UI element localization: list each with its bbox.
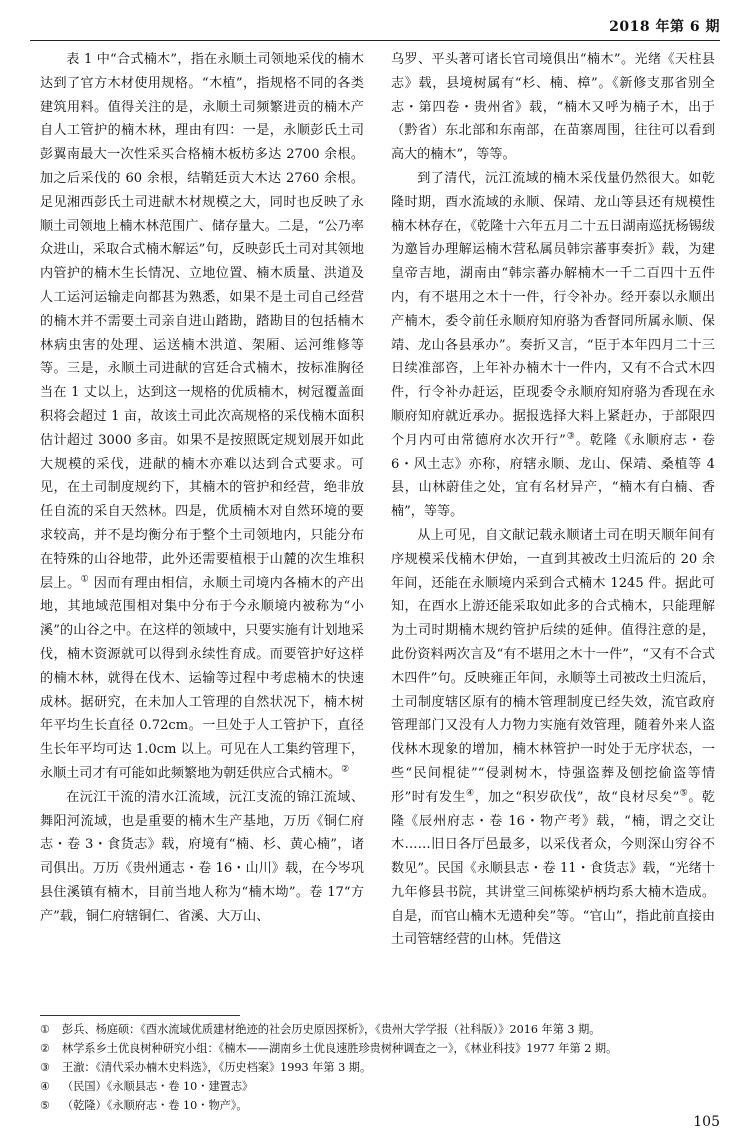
- footnote-mark: ⑤: [40, 1099, 51, 1112]
- footnote-ref[interactable]: ③: [565, 431, 576, 442]
- footnote-ref[interactable]: ①: [80, 574, 90, 585]
- footnotes: [40, 1015, 720, 1115]
- right-column: [391, 48, 715, 1005]
- footnote: [40, 1039, 720, 1058]
- footnote: [40, 1058, 720, 1077]
- footnote: [40, 1096, 720, 1115]
- footnote: [40, 1020, 720, 1039]
- paragraph-text: 。乾隆《辰州府志・卷 16・物产考》载，“楠，谓之交让木……旧日各厅邑最多，以采伐者众，今则深山穷谷不数见”。民国《永顺县志・卷 11・食货志》载，“光绪十九年修县书院，其讲堂三间栋梁栌柄均系大楠木造成。自是，而官山楠木无遗种矣”等。“官山”，指此前直接由土司管辖经营的山林。凭借这: [391, 789, 715, 948]
- footnote-text: 林学系乡土优良树种研究小组：《楠木——湖南乡土优良速胜珍贵树种调查之一》，《林业科技》1977 年第 2 期。: [62, 1042, 618, 1055]
- paragraph: 在沅江干流的清水江流域，沅江支流的锦江流域、舞阳河流域，也是重要的楠木生产基地，万历《铜仁府志・卷 3・食货志》载，府境有“楠、杉、黄心楠”，诸司俱出。万历《贵州通志・卷 16・山川》载，在今岑巩县住溪镇有楠木，目前当地人称为“楠木坳”。卷 17“方产”载，铜仁府辖铜仁、省溪、大万山、: [40, 789, 364, 924]
- footnote: [40, 1077, 720, 1096]
- paragraph: [391, 524, 715, 952]
- page-number: 105: [693, 1114, 720, 1130]
- footnote-ref[interactable]: ④: [466, 788, 475, 799]
- journal-issue: 2018 年第 6 期: [609, 19, 720, 35]
- paragraph-text: 因而有理由相信，永顺土司境内各楠木的产出地，其地域范围相对集中分布于今永顺境内被称为“小溪”的山谷之中。在这样的领域中，只要实施有计划地采伐，楠木资源就可以得到永续性育成。而要管护好这样的楠木林，就得在伐木、运输等过程中考虑楠木的快速成林。据研究，在未加人工管理的自然状况下，楠木树年平均生长直径 0.72cm。一旦处于人工管护下，直径生长年平均可达 1.0cm 以上。可见在人工集约管理下，永顺土司才有可能如此频繁地为朝廷供应合式楠木。: [40, 575, 364, 781]
- footnote-text: 王澈：《清代采办楠木史料选》，《历史档案》1993 年第 3 期。: [62, 1061, 372, 1074]
- footnote-ref[interactable]: ⑤: [679, 788, 689, 799]
- left-column: [40, 48, 364, 1005]
- body-columns: [40, 48, 715, 1005]
- paragraph: 乌罗、平头著可诸长官司境俱出“楠木”。光绪《天柱县志》载，县境树属有“杉、楠、樟”。《新修支那省别全志・第四卷・贵州省》载，“楠木又呼为楠子木，出于（黔省）东北部和东南部，在苗寨周围，往往可以看到高大的楠木”，等等。: [391, 52, 715, 163]
- paragraph-text: 到了清代，沅江流域的楠木采伐量仍然很大。如乾隆时期，酉水流域的永顺、保靖、龙山等县还有规模性楠木林存在，《乾隆十六年五月二十五日湖南巡抚杨锡绂为邀旨办理解运楠木营私属员韩宗蕃事奏折》载，为建皇帝吉地，湖南由“韩宗蕃办解楠木一千二百四十五件内，有不堪用之木十一件，行令补办。经开泰以永顺出产楠木，委令前任永顺府知府骆为香督同所属永顺、保靖、龙山各县承办”。奏折又言，“臣于本年四月二十三日续准部咨，上年补办楠木十一件内，又有不合式木四件，行令补办赶运，臣现委令永顺府知府骆为香现在永顺府知府就近承办。据报选择大料上紧赶办，于部限四个月内可由常德府水次开行”: [391, 170, 715, 448]
- header-rule: [30, 40, 720, 41]
- footnote-mark: ①: [40, 1023, 51, 1036]
- paragraph: [391, 167, 715, 524]
- footnote-mark: ②: [40, 1042, 51, 1055]
- footnote-mark: ③: [40, 1061, 51, 1074]
- footnote-text: 彭兵、杨庭硕：《酉水流域优质建材绝迹的社会历史原因探析》，《贵州大学学报（社科版）》2016 年第 3 期。: [62, 1023, 601, 1036]
- paragraph-text: 表 1 中“合式楠木”，指在永顺土司领地采伐的楠木达到了官方木材使用规格。“木植”，指规格不同的各类建筑用料。值得关注的是，永顺土司频繁进贡的楠木产自人工管护的楠木林，理由有四：一是，永顺彭氏土司彭翼南最大一次性采买合格楠木板枋多达 2700 余根。加之后采伐的 60 余根，结鞘廷贡大木达 2760 余根。足见湘西彭氏土司进献木材规模之大，同时也反映了永顺土司领地上楠木林范围广、储存量大。二是，“公乃率众进山，采取合式楠木解运”句，反映彭氏土司对其领地内管护的楠木生长情况、立地位置、楠木质量、洪道及人工运河运输走向都甚为熟悉，如果不是土司自己经营的楠木并不需要土司亲自进山踏勘，踏勘目的包括楠木林病虫害的处理、运送楠木洪道、架厢、运河维修等等。三是，永顺土司进献的宫廷合式楠木，按标准胸径当在 1 丈以上，达到这一规格的优质楠木，树冠覆盖面积将会超过 1 亩，故该土司此次高规格的采伐楠木面积估计超过 3000 多亩。如果不是按照既定规划展开如此大规模的采伐，进献的楠木亦难以达到合式要求。可见，在土司制度规约下，其楠木的管护和经营，绝非放任自流的采自天然林。四是，优质楠木对自然环境的要求较高，并不是均衡分布于整个土司领地内，只能分布在特殊的山谷地带，此外还需要植根于山麓的次生堆积层上。: [40, 52, 364, 591]
- footnote-text: （乾隆）《永顺府志・卷 10・物产》。: [62, 1099, 248, 1112]
- footnote-rule: [40, 1015, 240, 1016]
- running-header: [30, 8, 720, 38]
- footnote-mark: ④: [40, 1080, 51, 1093]
- footnote-text: （民国）《永顺县志・卷 10・建置志》: [62, 1080, 254, 1093]
- paragraph: [40, 48, 364, 786]
- paragraph-text: ，加之“积岁砍伐”，故“良材尽矣”: [474, 789, 680, 805]
- paragraph-text: 从上可见，自文献记载永顺诸土司在明天顺年间有序规模采伐楠木伊始，一直到其被改土归流后的 20 余年间，还能在永顺境内采到合式楠木 1245 件。据此可知，在酉水上游还能采取如此多的合式楠木，只能理解为土司时期楠木规约管护后续的延伸。值得注意的是，此份资料两次言及“有不堪用之木十一件”，“又有不合式木四件”句。反映雍正年间，永顺等土司被改土归流后，土司制度辖区原有的楠木管理制度已经失效，流官政府管理部门又没有人力物力实施有效管理，随着外来人盗伐林木现象的增加，楠木林管护一时处于无序状态，一些“民间棍徒”“侵剥树木，恃强盗葬及刨挖偷盗等情形”时有发生: [391, 527, 715, 805]
- footnote-ref[interactable]: ②: [341, 764, 350, 775]
- paragraph-text: 。乾隆《永顺府志・卷 6・风土志》亦称，府辖永顺、龙山、保靖、桑植等 4 县，山林蔚佳之处，宜有名材异产，“楠木有白楠、香楠”，等等。: [391, 432, 715, 520]
